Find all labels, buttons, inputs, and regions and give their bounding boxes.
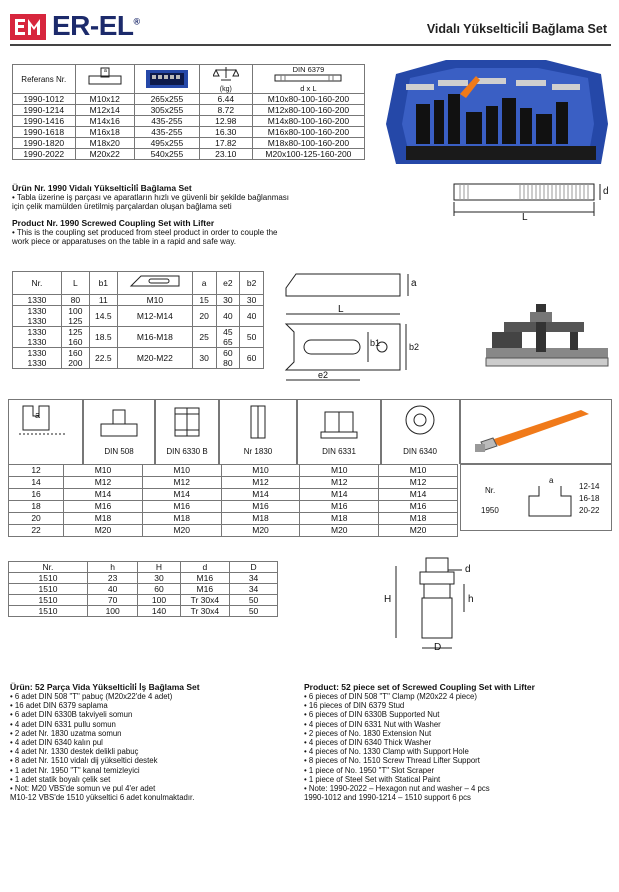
accessory-din6330b-cell: [154, 399, 220, 464]
accessory-size-table: [8, 464, 458, 537]
scraper-size: 16-18: [579, 494, 600, 503]
accessory-slot-cell: [8, 399, 84, 464]
header-divider: [10, 44, 611, 46]
set-row: [13, 94, 365, 105]
support-cell: 1510: [9, 584, 88, 595]
set-cell: 6.44: [199, 94, 252, 105]
accessory-row: [9, 489, 458, 501]
clamp-cell: 40: [240, 306, 264, 327]
support-row: [9, 584, 278, 595]
col-e2: e2: [216, 272, 240, 295]
accessory-cell: 14: [9, 477, 64, 489]
accessory-cell: 20: [9, 513, 64, 525]
set-cell: 23.10: [199, 149, 252, 160]
list-item: • 6 pieces of DIN 508 "T" Clamp (M20x22 4 piece): [304, 692, 477, 701]
accessory-cell: M10: [64, 465, 143, 477]
accessory-cell: M18: [64, 513, 143, 525]
support-cell: 70: [87, 595, 137, 606]
set-cell: 16.30: [199, 127, 252, 138]
clamp-label-b2: b2: [409, 342, 420, 352]
clamp-technical-drawing: [280, 266, 440, 390]
slot-scraper-spec: [460, 463, 612, 531]
accessory-cell: M18: [142, 513, 221, 525]
set-cell: M10x12: [75, 94, 135, 105]
clamp-cell: 1330 1330: [13, 327, 62, 348]
support-cell: M16: [180, 584, 230, 595]
accessory-cell: M12: [142, 477, 221, 489]
set-row: [13, 138, 365, 149]
description-en-line: work piece or apparatuses on the table in a rapid and safe way.: [12, 237, 236, 246]
page-title: Vidalı Yükseltici̇li̇ Bağlama Set: [426, 22, 607, 36]
din6330b-label: DIN 6330 B: [166, 447, 208, 456]
accessory-cell: M16: [300, 501, 379, 513]
col-L: L: [61, 272, 89, 295]
accessory-row: [9, 501, 458, 513]
set-cell: 305x255: [135, 105, 200, 116]
accessory-cell: M14: [379, 489, 458, 501]
support-cell: 23: [87, 573, 137, 584]
support-label-H: H: [384, 594, 392, 605]
clamp-label-e2: e2: [318, 370, 329, 380]
support-cell: 100: [138, 595, 180, 606]
set-cell: M12x14: [75, 105, 135, 116]
accessory-cell: M12: [221, 477, 300, 489]
set-row: [13, 149, 365, 160]
list-item: • 4 adet Nr. 1330 destek delikli pabuç: [10, 747, 139, 757]
clamp-cell: 11: [89, 295, 117, 306]
support-cell: 100: [87, 606, 137, 617]
clamp-dimensions-table: [12, 271, 264, 369]
set-row: [13, 116, 365, 127]
clamp-cell: 45 65: [216, 327, 240, 348]
col-b2: b2: [240, 272, 264, 295]
clamp-cell: 30: [192, 348, 216, 369]
clamp-cell: 25: [192, 327, 216, 348]
accessory-cell: M18: [221, 513, 300, 525]
clamp-label-L: L: [338, 304, 344, 315]
support-row: [9, 595, 278, 606]
clamp-row: [13, 306, 264, 327]
accessory-cell: M14: [64, 489, 143, 501]
list-item: • 16 adet DIN 6379 saplama: [10, 701, 108, 711]
set-cell: 12.98: [199, 116, 252, 127]
support-cell: 140: [138, 606, 180, 617]
accessory-cell: M16: [221, 501, 300, 513]
din-6379-label: DIN 6379: [292, 65, 325, 74]
accessory-cell: 16: [9, 489, 64, 501]
set-row: [13, 105, 365, 116]
set-cell: 1990-1416: [13, 116, 76, 127]
support-cell: 40: [87, 584, 137, 595]
set-reference-table: [12, 64, 365, 160]
accessory-cell: M12: [379, 477, 458, 489]
svg-text:a: a: [103, 68, 107, 74]
set-cell: 495x255: [135, 138, 200, 149]
accessory-nr1830-cell: [218, 399, 298, 464]
list-item: • Not: M20 VBS'de somun ve pul 4'er adet: [10, 784, 156, 794]
clamp-cell: 80: [61, 295, 89, 306]
clamp-label-b1: b1: [370, 338, 381, 348]
support-cell: 1510: [9, 573, 88, 584]
clamp-cell: M12-M14: [117, 306, 192, 327]
set-cell: 265x255: [135, 94, 200, 105]
accessory-cell: M16: [142, 501, 221, 513]
accessory-row: [9, 513, 458, 525]
support-cell: 34: [230, 584, 278, 595]
contents-list-en-title: Product: 52 piece set of Screwed Coupling Set with Lifter: [304, 682, 535, 692]
clamp-label-a: a: [411, 278, 417, 289]
coupling-set-case-photo: [376, 54, 616, 178]
list-item: • Note: 1990-2022 – Hexagon nut and washer – 4 pcs: [304, 784, 490, 794]
brand-name: ER-EL®: [52, 10, 140, 41]
accessory-cell: M10: [142, 465, 221, 477]
set-cell: M18x20: [75, 138, 135, 149]
scraper-nr-label: Nr.: [485, 486, 496, 495]
list-item: • 4 pieces of No. 1330 Clamp with Support Hole: [304, 747, 469, 757]
accessory-cell: M16: [379, 501, 458, 513]
support-row: [9, 606, 278, 617]
set-cell: 435-255: [135, 116, 200, 127]
clamp-row: [13, 348, 264, 369]
support-cell: 60: [138, 584, 180, 595]
support-cell: 1510: [9, 595, 88, 606]
accessory-cell: 18: [9, 501, 64, 513]
list-item: • 8 pieces of No. 1510 Screw Thread Lifter Support: [304, 756, 480, 766]
list-item: • 4 pieces of DIN 6340 Thick Washer: [304, 738, 432, 748]
description-tr-title: Ürün Nr. 1990 Vidalı Yükseltici̇li̇ Bağlama Set: [12, 183, 192, 193]
list-item: • 2 pieces of No. 1830 Extension Nut: [304, 728, 432, 738]
accessory-din6340-cell: [380, 399, 460, 464]
set-cell: 1990-1012: [13, 94, 76, 105]
description-en-line: • This is the coupling set produced from steel product in order to couple the: [12, 228, 278, 237]
support-cell: 1510: [9, 606, 88, 617]
col-h: h: [87, 562, 137, 573]
accessory-cell: M12: [300, 477, 379, 489]
accessory-cell: M14: [300, 489, 379, 501]
description-en: [12, 218, 432, 246]
accessory-row: [9, 525, 458, 537]
din6340-label: DIN 6340: [403, 447, 437, 456]
set-cell: 1990-1214: [13, 105, 76, 116]
slot-scraper-photo: [460, 399, 612, 465]
set-cell: 1990-1618: [13, 127, 76, 138]
set-cell: M16x80-100-160-200: [252, 127, 364, 138]
din508-label: DIN 508: [104, 447, 134, 456]
support-label-h: h: [468, 594, 474, 605]
accessory-cell: M20: [300, 525, 379, 537]
clamp-cell: 20: [192, 306, 216, 327]
support-cell: 50: [230, 595, 278, 606]
col-d: d: [180, 562, 230, 573]
clamp-cell: 1330 1330: [13, 348, 62, 369]
support-cell: Tr 30x4: [180, 606, 230, 617]
description-tr-line: için çelik mamülden üretilmiş parçalardan oluşan bağlama seti: [12, 202, 232, 211]
clamp-assembly-drawing: [484, 300, 610, 370]
list-item: M10-12 VBS'de 1510 yükseltici 6 adet konulmaktadır.: [10, 793, 195, 803]
set-cell: 1990-1820: [13, 138, 76, 149]
clamp-cell: M10: [117, 295, 192, 306]
list-item: • 4 adet DIN 6340 kalın pul: [10, 738, 103, 748]
accessory-row: [9, 477, 458, 489]
col-D: D: [230, 562, 278, 573]
set-cell: 1990-2022: [13, 149, 76, 160]
set-cell: 435-255: [135, 127, 200, 138]
lifter-support-table: [8, 561, 278, 617]
set-cell: M16x18: [75, 127, 135, 138]
set-cell: M14x16: [75, 116, 135, 127]
list-item: • 1 piece of No. 1950 "T" Slot Scraper: [304, 765, 435, 775]
contents-list-en: [304, 682, 614, 802]
set-cell: M20x100-125-160-200: [252, 149, 364, 160]
accessory-cell: M18: [379, 513, 458, 525]
accessory-cell: M20: [221, 525, 300, 537]
support-cell: 30: [138, 573, 180, 584]
rod-diameter-label: d: [603, 186, 609, 197]
accessory-row: [9, 465, 458, 477]
set-cell: 17.82: [199, 138, 252, 149]
accessory-cell: M16: [64, 501, 143, 513]
slot-label-a: a: [35, 410, 41, 420]
clamp-cell: 60: [240, 348, 264, 369]
accessory-cell: M10: [221, 465, 300, 477]
stud-rod-diagram: [440, 178, 610, 228]
list-item: • 8 adet Nr. 1510 vidalı dij yükseltici destek: [10, 756, 158, 766]
list-item: • 16 pieces of DIN 6379 Stud: [304, 701, 405, 711]
contents-list-tr-title: Ürün: 52 Parça Vida Yükseltici̇li̇ İş Bağlama Set: [10, 682, 200, 692]
support-row: [9, 573, 278, 584]
col-nr: Nr.: [13, 272, 62, 295]
clamp-cell: 50: [240, 327, 264, 348]
list-item: • 1 adet Nr. 1950 "T" kanal temizleyici: [10, 765, 140, 775]
list-item: • 1 adet statik boyalı çelik set: [10, 774, 111, 784]
list-item: • 4 adet DIN 6331 pullu somun: [10, 719, 116, 729]
set-cell: M12x80-100-160-200: [252, 105, 364, 116]
lifter-support-drawing: [380, 556, 490, 656]
accessory-cell: 12: [9, 465, 64, 477]
accessory-cell: M20: [64, 525, 143, 537]
col-b1: b1: [89, 272, 117, 295]
set-cell: M18x80-100-160-200: [252, 138, 364, 149]
clamp-cell: M20-M22: [117, 348, 192, 369]
accessory-cell: 22: [9, 525, 64, 537]
accessory-cell: M10: [379, 465, 458, 477]
accessory-cell: M10: [300, 465, 379, 477]
set-cell: 8.72: [199, 105, 252, 116]
list-item: • 2 adet Nr. 1830 uzatma somun: [10, 728, 122, 738]
list-item: • 6 adet DIN 508 "T" pabuç (M20x22'de 4 adet): [10, 692, 173, 701]
clamp-cell: 18.5: [89, 327, 117, 348]
accessory-din6331-cell: [296, 399, 382, 464]
clamp-cell: 1330: [13, 295, 62, 306]
list-item: • 6 pieces of DIN 6330B Supported Nut: [304, 710, 440, 720]
clamp-row: [13, 295, 264, 306]
contents-list-tr: [10, 682, 300, 802]
set-cell: M14x80-100-160-200: [252, 116, 364, 127]
set-cell: M10x80-100-160-200: [252, 94, 364, 105]
accessory-din508-cell: [82, 399, 156, 464]
clamp-cell: M16-M18: [117, 327, 192, 348]
scraper-size: 12-14: [579, 482, 600, 491]
clamp-cell: 15: [192, 295, 216, 306]
nr1830-label: Nr 1830: [243, 447, 273, 456]
list-item: 1990-1012 and 1990-1214 – 1510 support 6 pcs: [304, 793, 471, 803]
scraper-nr-value: 1950: [481, 506, 499, 515]
col-bolt-icon: [75, 65, 135, 94]
list-item: • 6 adet DIN 6330B takviyeli somun: [10, 710, 133, 720]
col-reference: Referans Nr.: [13, 65, 76, 94]
set-cell: 540x255: [135, 149, 200, 160]
col-case-icon: [135, 65, 200, 94]
clamp-cell: 40: [216, 306, 240, 327]
clamp-row: [13, 327, 264, 348]
support-label-d: d: [465, 564, 471, 575]
col-clamp-icon: [117, 272, 192, 295]
clamp-cell: 60 80: [216, 348, 240, 369]
accessory-cell: M14: [221, 489, 300, 501]
description-tr-line: • Tabla üzerine iş parçası ve aparatların hızlı ve güvenli bir şekilde bağlanması: [12, 193, 290, 202]
set-row: [13, 127, 365, 138]
col-H: H: [138, 562, 180, 573]
clamp-cell: 160 200: [61, 348, 89, 369]
description-en-title: Product Nr. 1990 Screwed Coupling Set with Lifter: [12, 218, 215, 228]
list-item: • 1 piece of Steel Set with Statical Paint: [304, 774, 441, 784]
support-label-D: D: [434, 642, 442, 653]
col-weight: (kg): [199, 65, 252, 94]
rod-length-label: L: [522, 212, 528, 223]
support-cell: 34: [230, 573, 278, 584]
list-item: • 4 pieces of DIN 6331 Nut with Washer: [304, 719, 441, 729]
clamp-cell: 14.5: [89, 306, 117, 327]
set-cell: M20x22: [75, 149, 135, 160]
clamp-cell: 22.5: [89, 348, 117, 369]
col-a: a: [192, 272, 216, 295]
accessory-cell: M14: [142, 489, 221, 501]
scraper-size: 20-22: [579, 506, 600, 515]
col-stud: DIN 6379 d x L: [252, 65, 364, 94]
din6331-label: DIN 6331: [322, 447, 356, 456]
clamp-cell: 100 125: [61, 306, 89, 327]
clamp-cell: 30: [216, 295, 240, 306]
support-cell: Tr 30x4: [180, 595, 230, 606]
accessory-cell: M20: [142, 525, 221, 537]
clamp-cell: 125 160: [61, 327, 89, 348]
accessory-cell: M18: [300, 513, 379, 525]
clamp-cell: 30: [240, 295, 264, 306]
scraper-slot-a: a: [549, 476, 554, 485]
clamp-cell: 1330 1330: [13, 306, 62, 327]
support-cell: M16: [180, 573, 230, 584]
support-cell: 50: [230, 606, 278, 617]
col-nr: Nr.: [9, 562, 88, 573]
accessory-cell: M12: [64, 477, 143, 489]
description-tr: [12, 183, 432, 211]
accessory-cell: M20: [379, 525, 458, 537]
brand-logo-mark: [10, 14, 46, 40]
